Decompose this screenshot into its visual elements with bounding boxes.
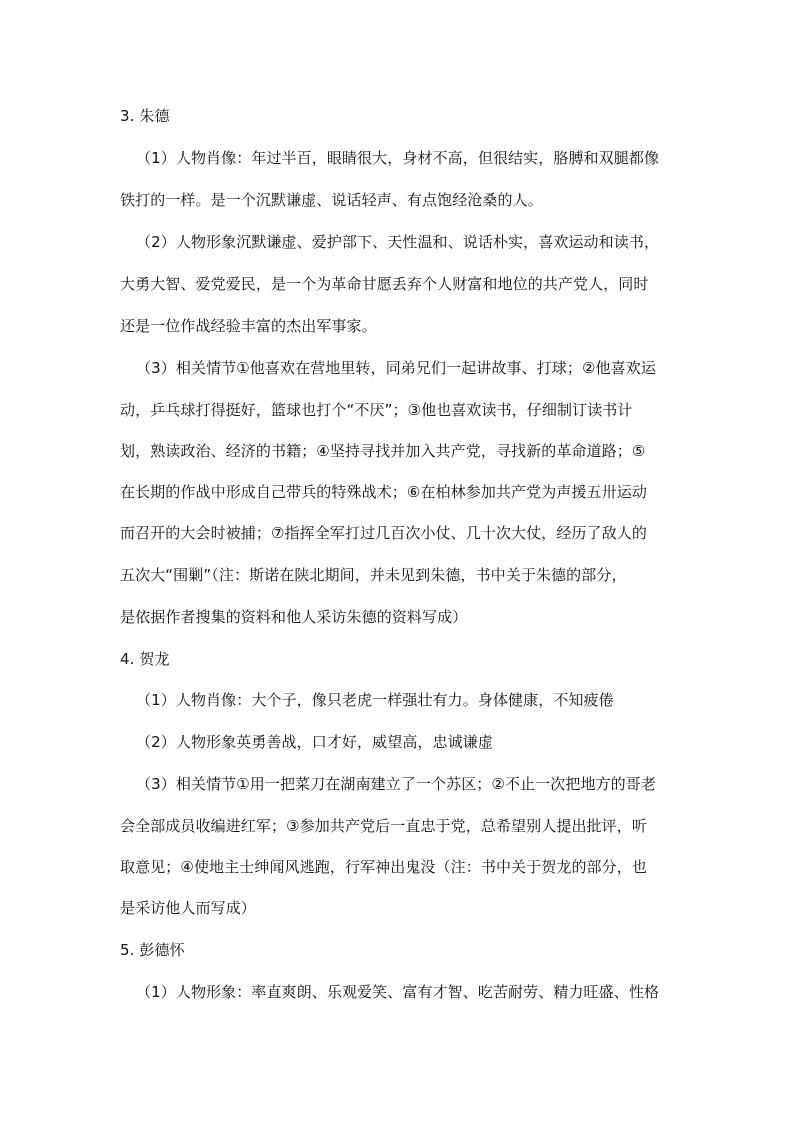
paragraph-line: 还是一位作战经验丰富的杰出军事家。 (120, 317, 377, 335)
paragraph-line: 在长期的作战中形成自己带兵的特殊战术；⑥在柏林参加共产党为声援五卅运动 (120, 483, 647, 501)
paragraph-line: （3）相关情节①用一把菜刀在湖南建立了一个苏区；②不止一次把地方的哥老 (136, 775, 656, 793)
paragraph-line: 五次大“围剿”（注：斯诺在陕北期间，并未见到朱德，书中关于朱德的部分， (120, 566, 627, 584)
paragraph-line: 取意见；④使地主士绅闻风逃跑，行军神出鬼没（注：书中关于贺龙的部分，也 (120, 858, 647, 876)
paragraph-line: （1）人物肖像：大个子，像只老虎一样强壮有力。身体健康，不知疲倦 (136, 691, 614, 709)
paragraph-line: 会全部成员收编进红军；③参加共产党后一直忠于党，总希望别人提出批评，听 (120, 817, 647, 835)
paragraph-line: （1）人物肖像：年过半百，眼睛很大，身材不高，但很结实，胳膊和双腿都像 (136, 149, 660, 167)
section-heading: 5. 彭德怀 (120, 941, 185, 959)
paragraph-line: 划，熟读政治、经济的书籍；④坚持寻找并加入共产党，寻找新的革命道路；⑤ (120, 442, 646, 460)
paragraph-line: 是采访他人而写成） (120, 899, 256, 917)
paragraph-line: （3）相关情节①他喜欢在营地里转，同弟兄们一起讲故事、打球；②他喜欢运 (136, 359, 656, 377)
paragraph-line: 铁打的一样。是一个沉默谦虚、说话轻声、有点饱经沧桑的人。 (120, 191, 543, 209)
paragraph-line: 动，乒乓球打得挺好，篮球也打个“不厌”；③他也喜欢读书，仔细制订读书计 (120, 401, 633, 419)
paragraph-line: （2）人物形象沉默谦虚、爱护部下、天性温和、说话朴实，喜欢运动和读书， (136, 233, 660, 251)
paragraph-line: 大勇大智、爱党爱民，是一个为革命甘愿丢弃个人财富和地位的共产党人，同时 (120, 275, 649, 293)
paragraph-line: 而召开的大会时被捕；⑦指挥全军打过几百次小仗、几十次大仗，经历了敌人的 (120, 524, 647, 542)
paragraph-line: （1）人物形象：率直爽朗、乐观爱笑、富有才智、吃苦耐劳、精力旺盛、性格 (136, 983, 660, 1001)
section-heading: 3. 朱德 (120, 107, 170, 125)
section-heading: 4. 贺龙 (120, 650, 170, 668)
paragraph-line: （2）人物形象英勇善战，口才好，威望高，忠诚谦虚 (136, 733, 493, 751)
paragraph-line: 是依据作者搜集的资料和他人采访朱德的资料写成） (120, 608, 468, 626)
